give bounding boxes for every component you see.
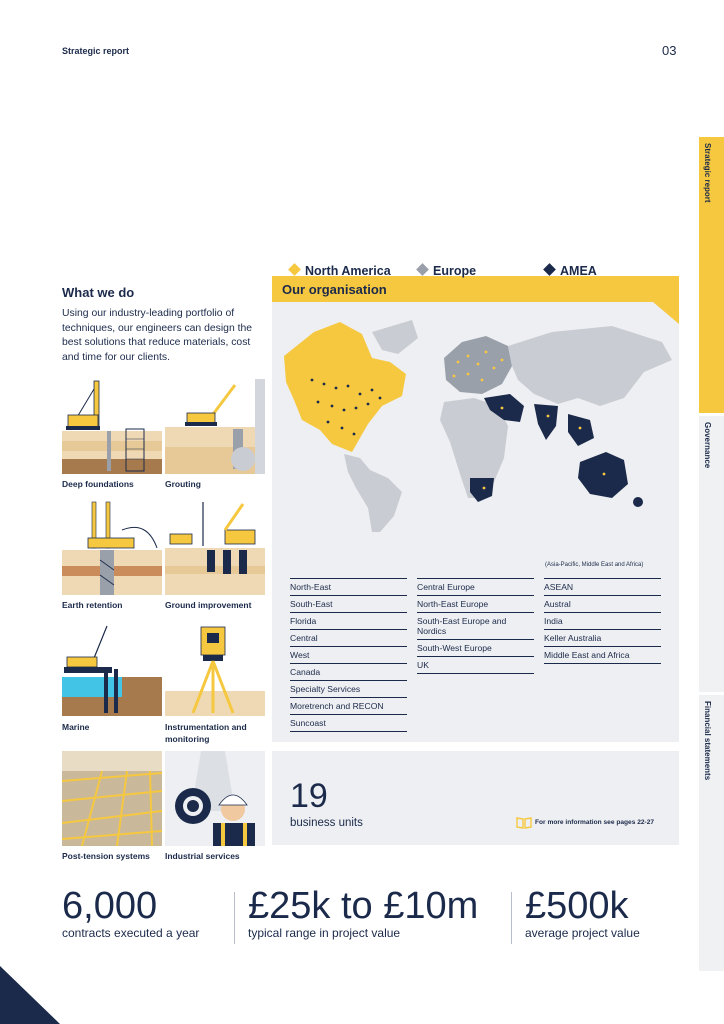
book-icon (516, 817, 532, 829)
unit-list-item: Canada (290, 663, 407, 680)
corner-decoration (0, 966, 60, 1024)
unit-list-item: ASEAN (544, 578, 661, 595)
tile-label-deep-foundations: Deep foundations (62, 479, 134, 489)
europe-unit-list (417, 578, 534, 674)
stat-label: typical range in project value (248, 926, 401, 940)
tab-governance[interactable] (699, 416, 724, 692)
stat-value: 6,000 (62, 885, 158, 927)
tab-label: Strategic report (703, 143, 712, 203)
unit-list-item: Central Europe (417, 578, 534, 595)
unit-list-item: India (544, 612, 661, 629)
instrumentation-illustration (165, 621, 265, 716)
diamond-icon (543, 263, 556, 276)
amea-unit-list (544, 578, 661, 664)
unit-list-item: South-West Europe (417, 639, 534, 656)
tile-label-post-tension: Post-tension systems (62, 851, 150, 861)
tab-label: Governance (703, 422, 712, 469)
tile-label-industrial-services: Industrial services (165, 851, 240, 861)
unit-list-item: Central (290, 629, 407, 646)
unit-list-item: South-East (290, 595, 407, 612)
stat-label: contracts executed a year (62, 926, 200, 940)
tab-label: Financial statements (703, 701, 712, 781)
tile-label-earth-retention: Earth retention (62, 600, 123, 610)
section-header: Strategic report (62, 46, 130, 56)
region-heading-north-america: North America (290, 264, 391, 278)
unit-list-item: Austral (544, 595, 661, 612)
ground-improvement-illustration (165, 500, 265, 595)
deep-foundations-illustration (62, 379, 162, 474)
stat-contracts (62, 884, 199, 940)
tile-label-marine: Marine (62, 722, 90, 732)
tile-label-instrumentation: Instrumentation and monitoring (165, 722, 247, 744)
unit-list-item: Suncoast (290, 714, 407, 732)
post-tension-illustration (62, 751, 162, 846)
unit-list-item: Florida (290, 612, 407, 629)
unit-list-item: North-East Europe (417, 595, 534, 612)
unit-list-item: South-East Europe and Nordics (417, 612, 534, 639)
what-we-do-text: Using our industry-leading portfolio of techniques, our engineers can design the best solutions that reduce materials, cost and time for our clients. (62, 308, 253, 363)
what-we-do-title: What we do (62, 285, 135, 300)
diamond-icon (288, 263, 301, 276)
organisation-header (272, 276, 679, 302)
divider (234, 892, 235, 944)
stat-value: £500k (525, 885, 629, 927)
tile-label-ground-improvement: Ground improvement (165, 600, 252, 610)
business-units-label: business units (290, 817, 363, 829)
stat-average-value (525, 884, 640, 940)
unit-list-item: Keller Australia (544, 629, 661, 646)
more-info-link[interactable]: For more information see pages 22-27 (535, 819, 655, 826)
organisation-title: Our organisation (282, 282, 387, 297)
marine-illustration (62, 621, 162, 716)
unit-list-item: Specialty Services (290, 680, 407, 697)
north-america-unit-list (290, 578, 407, 732)
divider (511, 892, 512, 944)
earth-retention-illustration (62, 500, 162, 595)
tab-financial-statements[interactable] (699, 695, 724, 971)
business-units-panel (272, 751, 679, 845)
amea-note: (Asia-Pacific, Middle East and Africa) (545, 562, 644, 568)
stat-project-range (248, 884, 478, 940)
tab-strategic-report[interactable] (699, 137, 724, 413)
unit-list-item: Middle East and Africa (544, 646, 661, 664)
tile-label-grouting: Grouting (165, 479, 201, 489)
unit-list-item: UK (417, 656, 534, 674)
world-map (272, 302, 679, 532)
industrial-services-illustration (165, 751, 265, 846)
diamond-icon (416, 263, 429, 276)
stat-label: average project value (525, 926, 640, 940)
region-heading-europe: Europe (418, 264, 476, 278)
region-heading-amea: AMEA (545, 264, 597, 278)
stat-value: £25k to £10m (248, 885, 479, 927)
page-number: 03 (662, 43, 677, 58)
grouting-illustration (165, 379, 265, 474)
business-units-count: 19 (290, 777, 328, 815)
unit-list-item: North-East (290, 578, 407, 595)
unit-list-item: West (290, 646, 407, 663)
unit-list-item: Moretrench and RECON (290, 697, 407, 714)
